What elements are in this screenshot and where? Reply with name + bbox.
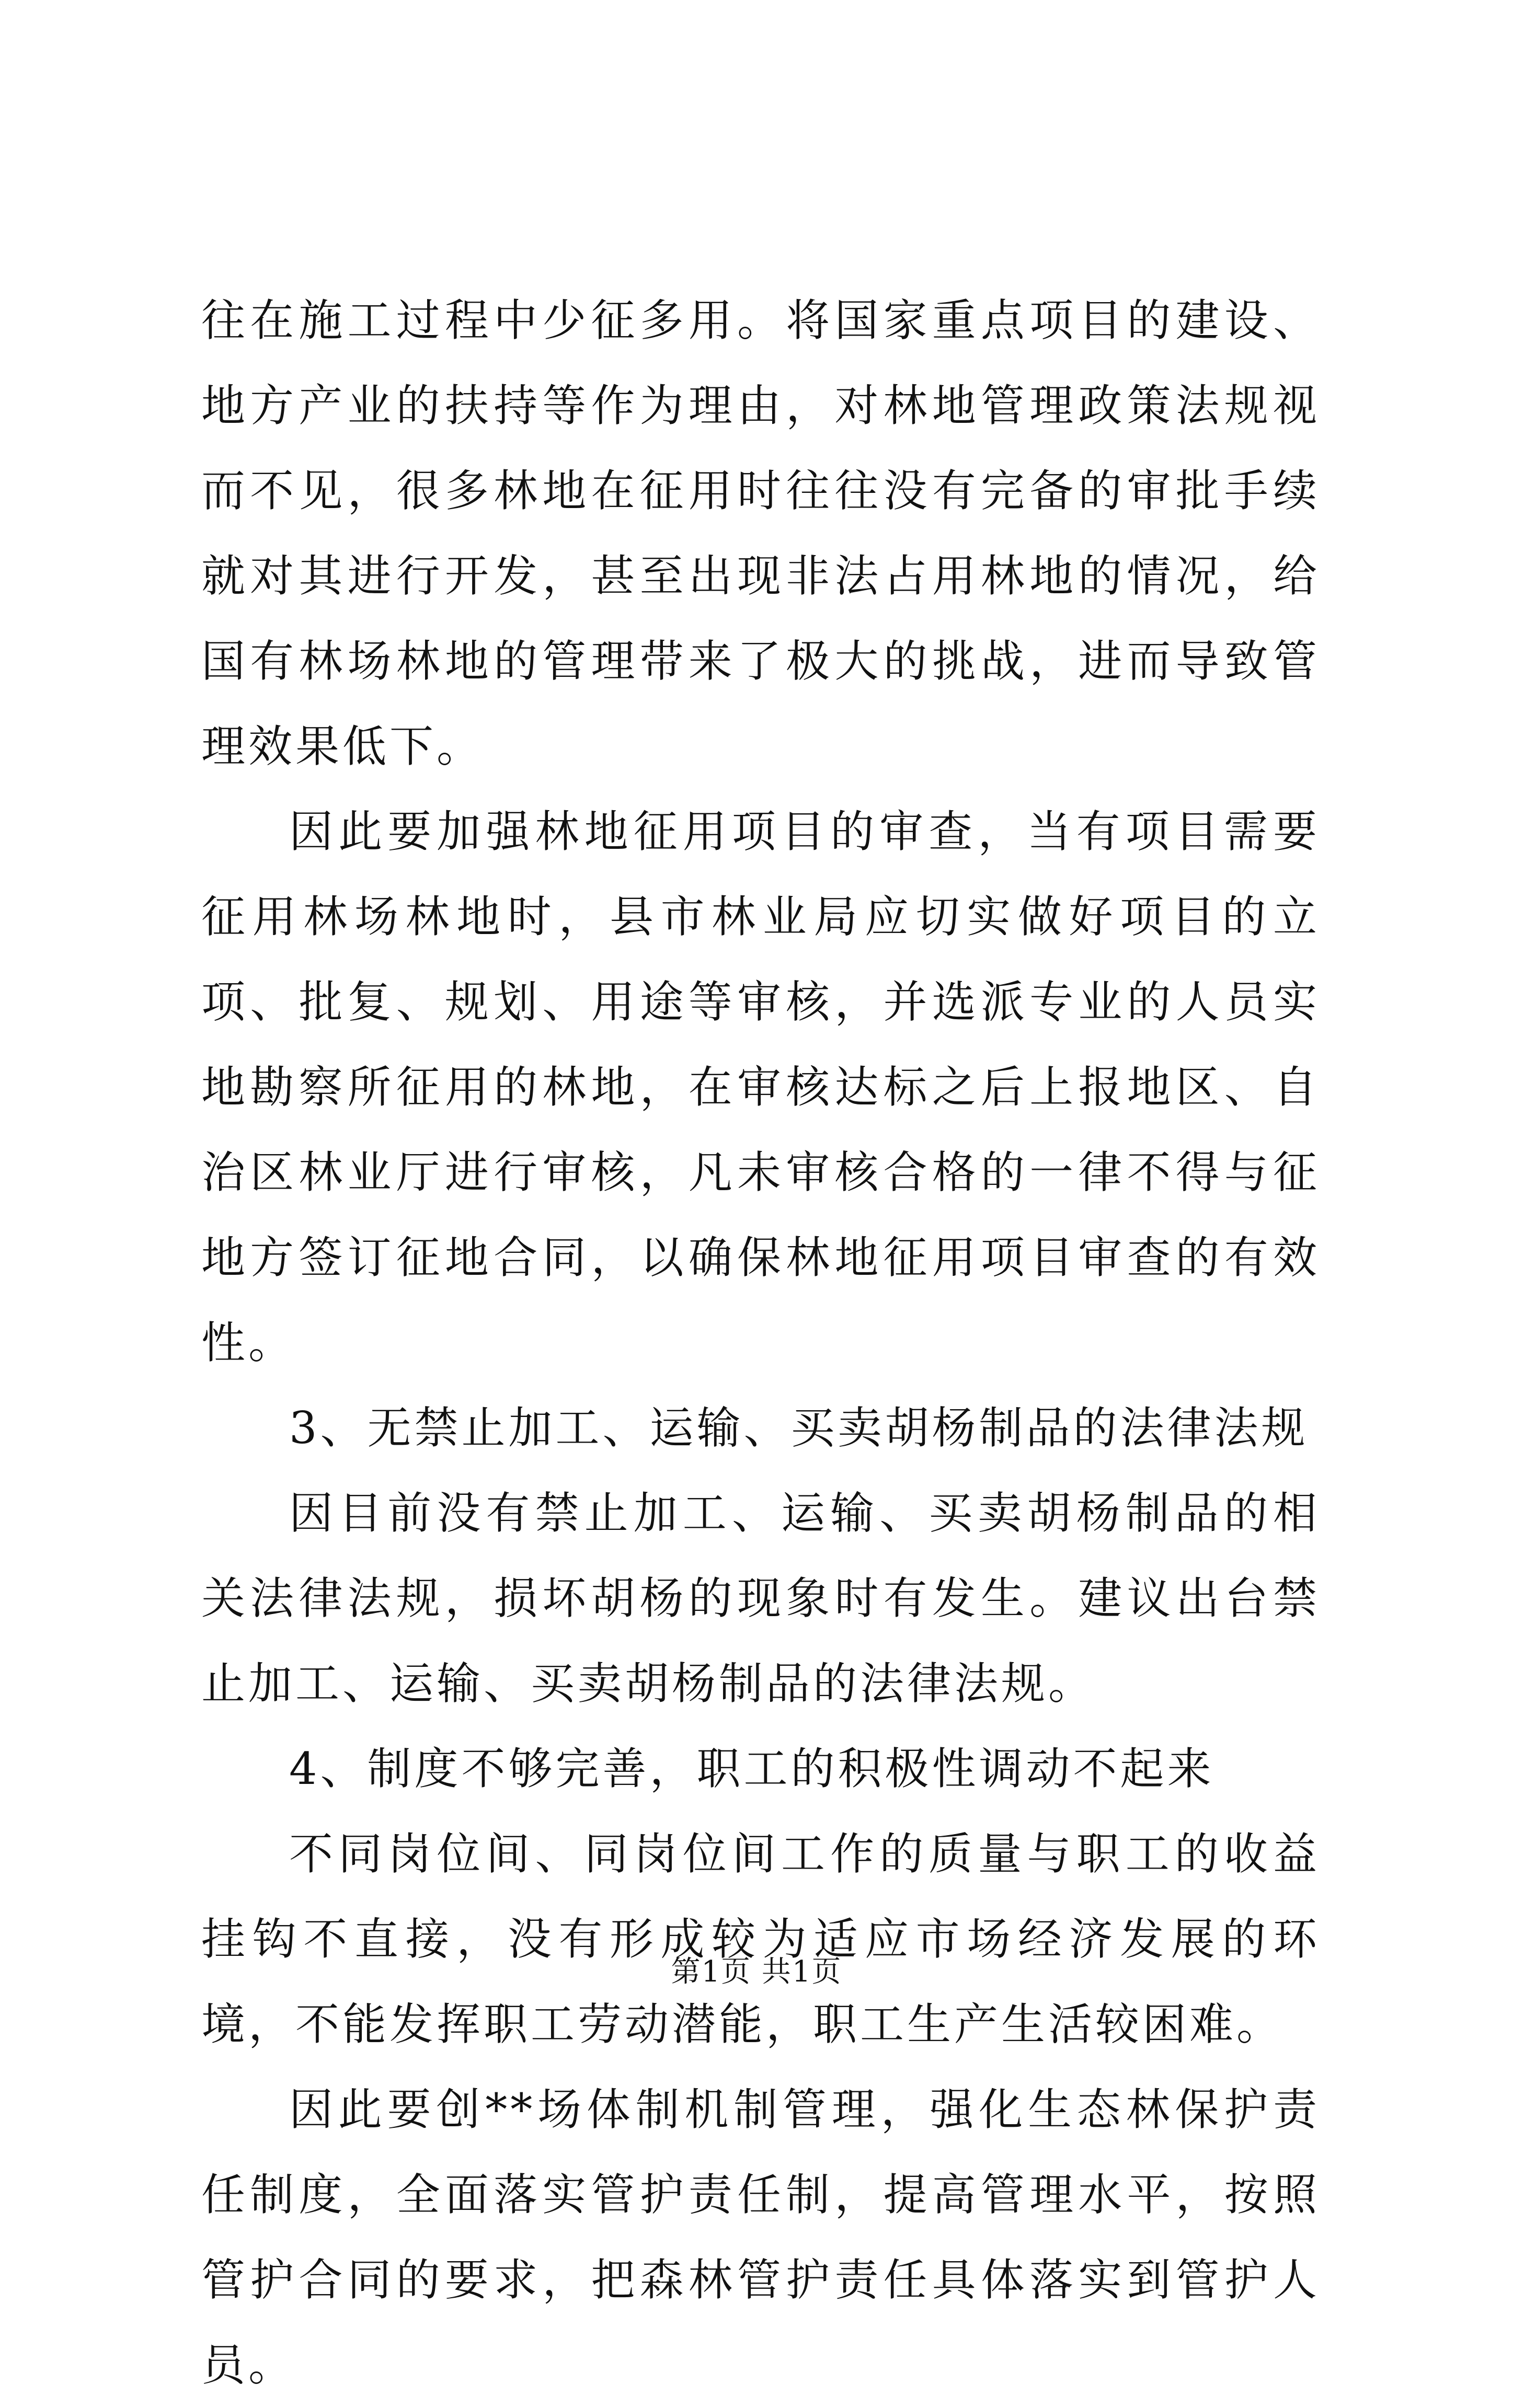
paragraph-populus-law: 因目前没有禁止加工、运输、买卖胡杨制品的相关法律法规，损坏胡杨的现象时有发生。建议出台禁止加工、运输、买卖胡杨制品的法律法规。 (201, 1488, 1320, 1709)
page-number-footer: 第1页 共1页 (671, 1955, 842, 1989)
document-body (201, 278, 1320, 2408)
section-heading-4: 4、制度不够完善，职工的积极性调动不起来 (289, 1743, 1214, 1794)
paragraph-land-review: 因此要加强林地征用项目的审查，当有项目需要征用林场林地时，县市林业局应切实做好项目的立项、批复、规划、用途等审核，并选派专业的人员实地勘察所征用的林地，在审核达标之后上报地区、自治区林业厅进行审核，凡未审核合格的一律不得与征地方签订征地合同，以确保林地征用项目审查的有效性。 (201, 806, 1320, 1368)
section-heading-3: 3、无禁止加工、运输、买卖胡杨制品的法律法规 (289, 1402, 1309, 1454)
paragraph-continuation: 往在施工过程中少征多用。将国家重点项目的建设、地方产业的扶持等作为理由，对林地管理政策法规视而不见，很多林地在征用时往往没有完备的审批手续就对其进行开发，甚至出现非法占用林地的情况，给国有林场林地的管理带来了极大的挑战，进而导致管理效果低下。 (201, 295, 1320, 772)
paragraph-management-system: 因此要创**场体制机制管理，强化生态林保护责任制度，全面落实管护责任制，提高管理水平，按照管护合同的要求，把森林管护责任具体落实到管护人员。 (201, 2084, 1320, 2391)
paragraph-staff-income: 不同岗位间、同岗位间工作的质量与职工的收益挂钩不直接，没有形成较为适应市场经济发展的环境，不能发挥职工劳动潜能，职工生产生活较困难。 (201, 1828, 1320, 2050)
